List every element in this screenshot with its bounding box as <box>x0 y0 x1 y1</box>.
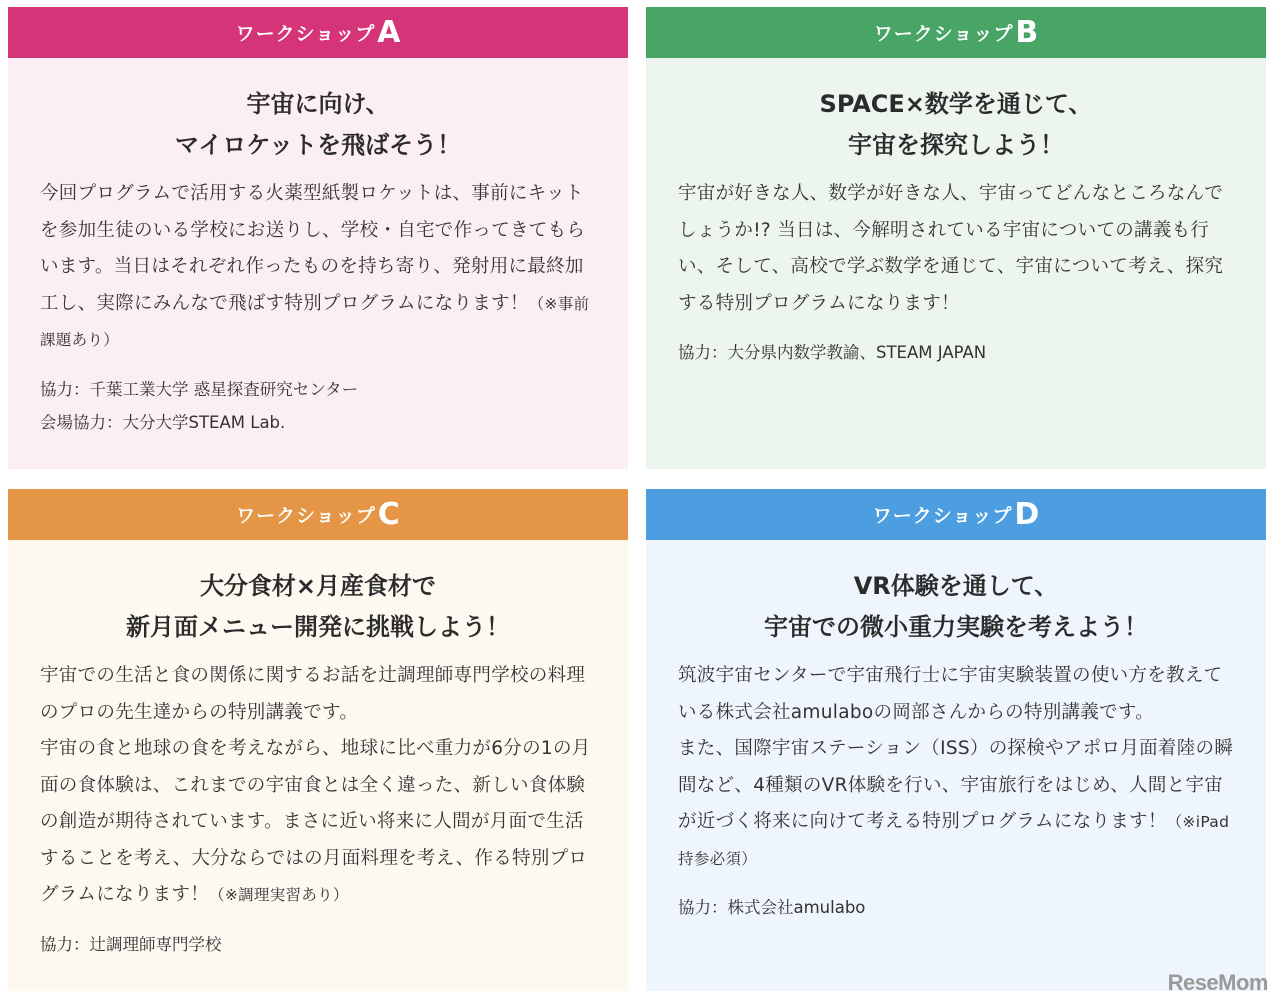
workshop-title-line: マイロケットを飛ばそう！ <box>174 131 462 159</box>
workshop-header-label: ワークショップ <box>873 23 1014 45</box>
workshop-header-c <box>8 489 628 540</box>
workshop-cooperation <box>40 373 598 439</box>
workshop-note: （※iPad持参必須） <box>678 813 1230 868</box>
workshop-cooperation <box>678 891 1236 924</box>
workshop-header-letter: B <box>1015 14 1039 50</box>
workshop-title-line: 新月面メニュー開発に挑戦しよう！ <box>126 613 510 641</box>
workshop-header-b <box>646 7 1266 58</box>
workshop-description <box>40 658 598 914</box>
workshop-description <box>678 176 1236 322</box>
cooperation-line: 協力：株式会社amulabo <box>678 898 866 917</box>
workshop-header-label: ワークショップ <box>872 505 1013 527</box>
workshop-title-line: VR体験を通して、 <box>853 572 1059 600</box>
workshop-title-line: SPACE×数学を通じて、 <box>819 90 1093 118</box>
workshop-description-text: 宇宙の食と地球の食を考えながら、地球に比べ重力が6分の1の月面の食体験は、これまでの宇宙食とは全く違った、新しい食体験の創造が期待されています。まさに近い将来に人間が月面で生活することを考え、大分ならではの月面料理を考え、作る特別プログラムになります！（※調理実習あり） <box>40 738 591 905</box>
workshop-title-line: 大分食材×月産食材で <box>199 572 437 600</box>
workshop-card-a <box>8 7 628 469</box>
cooperation-line: 協力：大分県内数学教諭、STEAM JAPAN <box>678 343 987 362</box>
workshop-header-label: ワークショップ <box>235 23 376 45</box>
workshop-header-label: ワークショップ <box>236 505 376 527</box>
workshop-description-text: 宇宙が好きな人、数学が好きな人、宇宙ってどんなところなんでしょうか!? 当日は、今解明されている宇宙についての講義も行い、そして、高校で学ぶ数学を通じて、宇宙について考え、探究する特別プログラムになります！ <box>678 183 1224 314</box>
workshop-title-line: 宇宙を探究しよう！ <box>848 131 1064 159</box>
workshop-title-line: 宇宙での微小重力実験を考えよう！ <box>764 613 1148 641</box>
cooperation-line: 会場協力：大分大学STEAM Lab. <box>40 412 286 432</box>
workshop-card-b <box>646 7 1266 469</box>
workshop-header-a <box>8 7 628 58</box>
resemom-watermark-logo: ReseMom <box>1167 970 1268 995</box>
workshop-title <box>8 566 628 648</box>
workshop-title-line: 宇宙に向け、 <box>246 90 390 118</box>
workshop-description-text: また、国際宇宙ステーション（ISS）の探検やアポロ月面着陸の瞬間など、4種類のVR体験を行い、宇宙旅行をはじめ、人間と宇宙が近づく将来に向けて考える特別プログラムになります！（※iPad持参必須） <box>678 738 1234 868</box>
workshop-description <box>678 658 1236 877</box>
workshop-description-text: 今回プログラムで活用する火薬型紙製ロケットは、事前にキットを参加生徒のいる学校にお送りし、学校・自宅で作ってきてもらいます。当日はそれぞれ作ったものを持ち寄り、発射用に最終加工し、実際にみんなで飛ばす特別プログラムになります！（※事前課題あり） <box>40 183 590 349</box>
workshop-header-letter: D <box>1014 496 1040 532</box>
workshop-cooperation <box>678 336 1236 369</box>
workshop-title <box>8 84 628 166</box>
cooperation-line: 協力：辻調理師専門学校 <box>40 934 222 954</box>
workshop-header-d <box>646 489 1266 540</box>
workshop-description-text: 宇宙での生活と食の関係に関するお話を辻調理師専門学校の料理のプロの先生達からの特別講義です。 <box>40 665 586 723</box>
workshop-title <box>646 566 1266 648</box>
workshop-card-c <box>8 489 628 991</box>
workshop-card-d <box>646 489 1266 991</box>
workshop-note: （※調理実習あり） <box>209 886 349 904</box>
workshop-title <box>646 84 1266 166</box>
workshop-description <box>40 176 598 359</box>
workshop-description-text: 筑波宇宙センターで宇宙飛行士に宇宙実験装置の使い方を教えている株式会社amulaboの岡部さんからの特別講義です。 <box>678 665 1223 723</box>
workshop-note: （※事前課題あり） <box>40 294 590 349</box>
workshop-cooperation <box>40 928 598 961</box>
workshop-header-letter: C <box>377 496 400 532</box>
cooperation-line: 協力：千葉工業大学 惑星探査研究センター <box>40 379 359 399</box>
workshop-header-letter: A <box>377 14 401 50</box>
